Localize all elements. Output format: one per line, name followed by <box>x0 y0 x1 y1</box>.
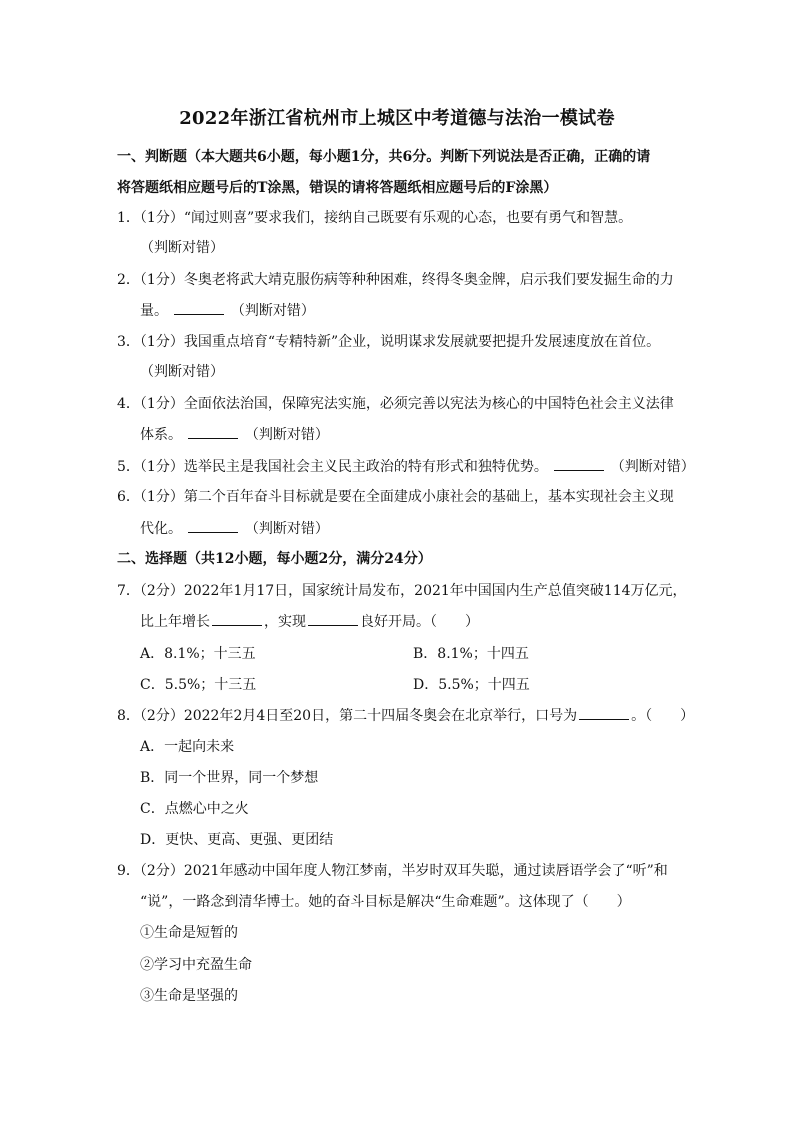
question-6-tail <box>140 518 329 539</box>
question-8-option-b: B．同一个世界，同一个梦想 <box>140 770 319 786</box>
question-3: 3．（1分）我国重点培育“专精特新”企业，说明谋求发展就要把提升发展速度放在首位。 <box>117 334 661 350</box>
question-8 <box>117 705 694 726</box>
question-8-option-a: A．一起向未来 <box>140 739 235 755</box>
question-1-tail: （判断对错） <box>140 240 224 256</box>
answer-blank <box>212 611 262 626</box>
question-8-text: 8．（2分）2022年2月4日至20日，第二十四届冬奥会在北京举行，口号为 <box>117 708 578 724</box>
question-9-item-3: ③生命是坚强的 <box>140 988 238 1004</box>
question-6: 6．（1分）第二个百年奋斗目标就是要在全面建成小康社会的基础上，基本实现社会主义现 <box>117 489 674 505</box>
question-4-tail <box>140 424 329 445</box>
question-4-text: 体系。 <box>140 427 182 443</box>
answer-blank <box>174 300 224 315</box>
question-9-item-1: ①生命是短暂的 <box>140 925 238 941</box>
question-6-judge: （判断对错） <box>244 521 329 537</box>
section1-line1: 一、判断题（本大题共6小题，每小题1分，共6分。判断下列说法是否正确，正确的请 <box>117 149 651 165</box>
answer-blank <box>554 456 604 471</box>
question-7-option-c: C．5.5%；十三五 <box>140 677 257 693</box>
question-4-judge: （判断对错） <box>244 427 329 443</box>
question-2-tail <box>140 300 315 321</box>
question-3-tail: （判断对错） <box>140 364 224 380</box>
answer-blank <box>188 424 238 439</box>
page-title: 2022年浙江省杭州市上城区中考道德与法治一模试卷 <box>179 108 615 129</box>
question-2: 2．（1分）冬奥老将武大靖克服伤病等种种困难，终得冬奥金牌，启示我们要发掘生命的力 <box>117 272 674 288</box>
section2-heading: 二、选择题（共12小题，每小题2分，满分24分） <box>117 551 432 567</box>
question-7-text-b: ，实现 <box>264 614 306 630</box>
question-8-option-d: D．更快、更高、更强、更团结 <box>140 832 334 848</box>
question-7-option-a: A．8.1%；十三五 <box>140 646 256 662</box>
question-5-text: 5．（1分）选举民主是我国社会主义民主政治的特有形式和独特优势。 <box>117 459 548 475</box>
question-1: 1．（1分）“闻过则喜”要求我们，接纳自己既要有乐观的心态，也要有勇气和智慧。 <box>117 210 633 226</box>
question-9-item-2: ②学习中充盈生命 <box>140 957 252 973</box>
question-8-paren: 。（ ） <box>631 708 695 724</box>
question-9: 9．（2分）2021年感动中国年度人物江梦南，半岁时双耳失聪，通过读唇语学会了“听”和 <box>117 863 668 879</box>
question-5-judge: （判断对错） <box>610 459 695 475</box>
question-2-judge: （判断对错） <box>230 303 315 319</box>
question-7: 7．（2分）2022年1月17日，国家统计局发布，2021年中国国内生产总值突破114万亿元， <box>117 583 687 599</box>
answer-blank <box>188 518 238 533</box>
question-7-text-c: 良好开局。（ ） <box>360 614 479 630</box>
question-8-option-c: C．点燃心中之火 <box>140 801 249 817</box>
question-6-text: 代化。 <box>140 521 182 537</box>
question-7-tail <box>140 611 479 632</box>
section1-heading <box>117 142 687 204</box>
question-7-option-d: D．5.5%；十四五 <box>413 677 530 693</box>
question-9-tail: “说”，一路念到清华博士。她的奋斗目标是解决“生命难题”。这体现了（ ） <box>140 894 631 910</box>
question-5 <box>117 456 695 477</box>
question-7-text-a: 比上年增长 <box>140 614 210 630</box>
question-2-text: 量。 <box>140 303 168 319</box>
question-7-option-b: B．8.1%；十四五 <box>413 646 529 662</box>
question-4: 4．（1分）全面依法治国，保障宪法实施，必须完善以宪法为核心的中国特色社会主义法律 <box>117 396 674 412</box>
answer-blank <box>308 611 358 626</box>
section1-line2: 将答题纸相应题号后的T涂黑，错误的请将答题纸相应题号后的F涂黑） <box>117 180 558 196</box>
answer-blank <box>579 705 629 720</box>
